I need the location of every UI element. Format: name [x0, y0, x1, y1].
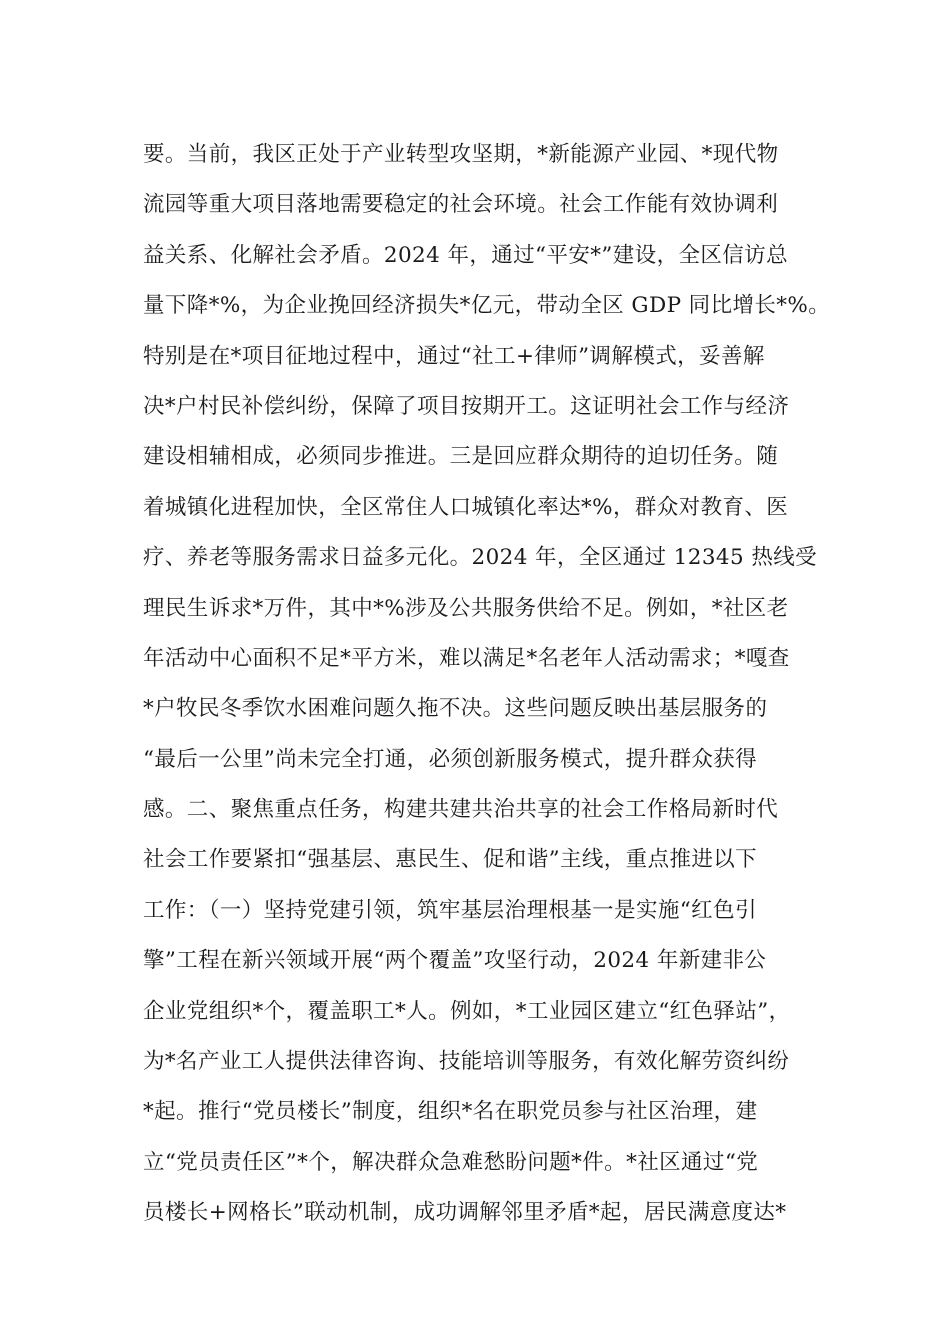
text-line: *起。推行“党员楼长”制度，组织*名在职党员参与社区治理，建: [143, 1099, 758, 1125]
text-line: *户牧民冬季饮水困难问题久拖不决。这些问题反映出基层服务的: [143, 696, 768, 722]
text-line: 建设相辅相成，必须同步推进。三是回应群众期待的迫切任务。随: [143, 444, 779, 470]
text-line: 流园等重大项目落地需要稳定的社会环境。社会工作能有效协调利: [143, 192, 779, 218]
text-line: 社会工作要紧扣“强基层、惠民生、促和谐”主线，重点推进以下: [143, 847, 758, 873]
text-line: 感。二、聚焦重点任务，构建共建共治共享的社会工作格局新时代: [143, 797, 779, 823]
text-line: 企业党组织*个，覆盖职工*人。例如，*工业园区建立“红色驿站”，: [143, 998, 791, 1024]
text-line: 要。当前，我区正处于产业转型攻坚期，*新能源产业园、*现代物: [143, 142, 779, 167]
text-line: 员楼长+网格长”联动机制，成功调解邻里矛盾*起，居民满意度达*: [143, 1200, 787, 1226]
body-text: [143, 130, 831, 1239]
text-line: 擎”工程在新兴领域开展“两个覆盖”攻坚行动，2024 年新建非公: [143, 948, 767, 974]
text-line: 理民生诉求*万件，其中*%涉及公共服务供给不足。例如，*社区老: [143, 595, 789, 621]
text-line: 为*名产业工人提供法律咨询、技能培训等服务，有效化解劳资纠纷: [143, 1049, 790, 1075]
text-line: 工作：（一）坚持党建引领，筑牢基层治理根基一是实施“红色引: [143, 897, 757, 923]
text-line: “最后一公里”尚未完全打通，必须创新服务模式，提升群众获得: [143, 746, 758, 772]
text-line: 量下降*%，为企业挽回经济损失*亿元，带动全区 GDP 同比增长*%。: [143, 293, 831, 319]
text-line: 年活动中心面积不足*平方米，难以满足*名老年人活动需求；*嘎查: [143, 645, 790, 671]
text-line: 决*户村民补偿纠纷，保障了项目按期开工。这证明社会工作与经济: [143, 393, 790, 419]
text-line: 着城镇化进程加快，全区常住人口城镇化率达*%，群众对教育、医: [143, 494, 789, 520]
text-line: 立“党员责任区”*个，解决群众急难愁盼问题*件。*社区通过“党: [143, 1149, 759, 1175]
text-line: 益关系、化解社会矛盾。2024 年，通过“平安*”建设，全区信访总: [143, 242, 788, 268]
text-line: 疗、养老等服务需求日益多元化。2024 年，全区通过 12345 热线受: [143, 545, 818, 571]
text-line: 特别是在*项目征地过程中，通过“社工+律师”调解模式，妥善解: [143, 343, 765, 369]
